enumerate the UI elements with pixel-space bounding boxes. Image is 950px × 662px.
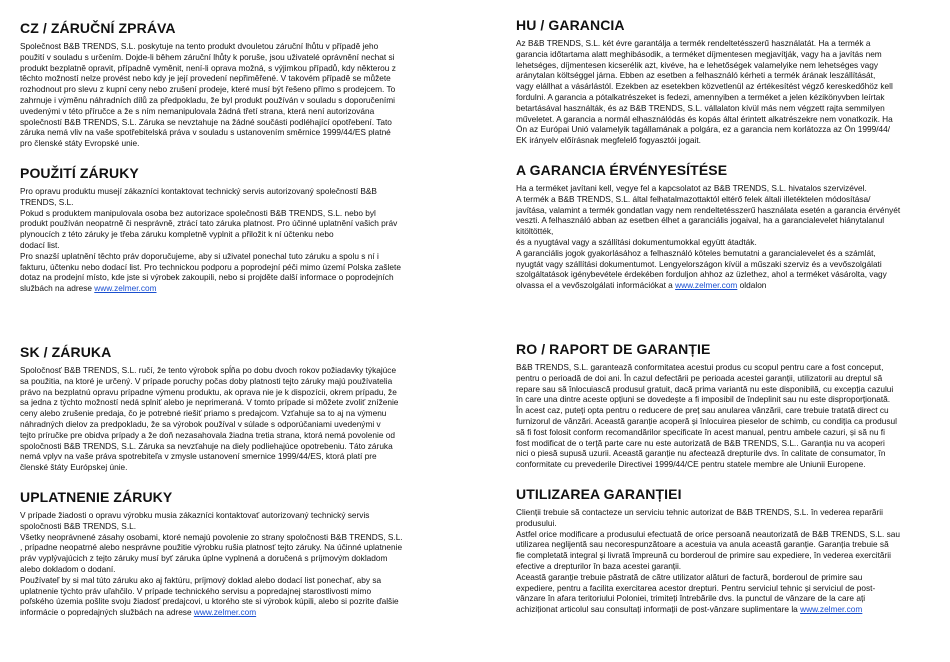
- text-line: vagy elállhat a vásárlástól. Ezekben az esetekben közvetlenül az értékesítést végző kereskedőhöz kell: [516, 81, 893, 92]
- text-line: tejto príručke pre obidva prípady a že doň nezasahovala žiadna tretia strana, ktorá nemá povolenie od: [20, 429, 395, 440]
- section-heading: CZ / ZÁRUČNÍ ZPRÁVA: [20, 20, 176, 36]
- text-line: pentru o perioadă de doi ani. În cazul defectării pe perioada acestei garanții, utilizatorii au dreptul să: [516, 372, 883, 383]
- text-line: Používateľ by si mal túto záruku ako aj faktúru, príjmový doklad alebo dodací list ponechať, aby sa: [20, 574, 382, 585]
- ro-warranty-claim-section: [516, 486, 941, 615]
- sk-warranty-section: [20, 344, 445, 473]
- text-line: fie completată integral și livrată împreună cu borderoul de primire sau expediere, în vederea exercitării: [516, 550, 891, 561]
- text-line: [516, 604, 941, 615]
- text-line: javítása, valamint a termék gondatlan vagy nem rendeltetésszerű használata esetén a garancia érvényét: [516, 204, 901, 215]
- section-heading: A GARANCIA ÉRVÉNYESÍTÉSE: [516, 162, 728, 178]
- text-segment: informácie o popredajných službách na adrese: [20, 607, 194, 618]
- cz-warranty-claim-section: [20, 165, 445, 294]
- text-line: garancia időtartama alatt meghibásodik, a terméket díjmentesen megjavítják, vagy ha a javítás nem: [516, 48, 882, 59]
- text-line: [20, 283, 445, 294]
- section-body: [20, 41, 445, 149]
- text-line: În acest caz, puteți opta pentru o reducere de preț sau anularea vânzării, care trebuie tratată direct cu: [516, 405, 889, 416]
- text-line: produkt používán neopatrně či nesprávně, ztrácí tato záruka platnost. Pro účinné uplatnění vašich práv: [20, 218, 398, 229]
- text-line: zahrnuje i výměnu náhradních dílů za předpokladu, že byl produkt používán v souladu s doporučeními: [20, 94, 395, 105]
- text-line: efective a drepturilor în baza acestei garanții.: [516, 560, 682, 571]
- text-segment: achiziționat articolul sau consultați informații de post-vânzare suplimentare la: [516, 604, 801, 615]
- text-line: uvedenými v této příručce a že s ním nemanipulovala žádná třetí strana, která není autorizována: [20, 105, 375, 116]
- section-body: [516, 507, 941, 615]
- text-line: szolgáltatások igénybevétele érdekében forduljon ahhoz az üzlethez, ahol a terméket vásárolta, vagy: [516, 269, 887, 280]
- section-body: [516, 362, 941, 470]
- text-line: nici o piesă supusă uzurii. Această garanție nu afectează drepturile dvs. în calitate de consumator, în: [516, 448, 886, 459]
- text-line: fordulni. A garancia a pótalkatrészeket is fedezi, amennyiben a terméket a jelen kézikönyvben leírtak: [516, 91, 885, 102]
- text-line: A garanciális jogok gyakorlásához a felhasználó köteles bemutatni a garancialevelet és a számlát,: [516, 247, 876, 258]
- text-line: să fi fost folosit conform recomandărilor specificate în acest manual, pentru ambele cazuri, și să nu fi: [516, 426, 885, 437]
- text-line: vânzare în afara teritoriului Poloniei, trimiteți întrebările dvs. la punctul de vânzare de la care ați: [516, 593, 866, 604]
- text-line: EK irányelv előírásnak megfelelő fogyasztói jogait.: [516, 135, 701, 146]
- text-line: společností B&B TRENDS, S.L. Záruka se nevztahuje na žádné součásti podléhající opotřebení. Tato: [20, 116, 392, 127]
- text-line: dodací list.: [20, 239, 60, 250]
- text-line: alebo dokladom o dodaní.: [20, 563, 116, 574]
- text-line: spoločnosti B&B TRENDS, S.L. Záruka sa nevzťahuje na diely podliehajúce opotrebeniu. Táto záruka: [20, 440, 393, 451]
- section-heading: SK / ZÁRUKA: [20, 344, 112, 360]
- ro-warranty-section: [516, 341, 941, 470]
- text-line: dotaz na prodejní místo, kde jste si výrobek zakoupili, nebo si projděte další informace o poprodejních: [20, 272, 394, 283]
- text-line: Ha a terméket javítani kell, vegye fel a kapcsolatot az B&B TRENDS, S.L. hivatalos szervizével.: [516, 183, 867, 193]
- text-line: furnizorul de vânzări. Această garanție acoperă și înlocuirea pieselor de schimb, cu condiția ca produsul: [516, 415, 897, 426]
- text-line: plynoucích z této záruky je třeba záruku kompletně vyplnit a přiložit k ní účtenku nebo: [20, 229, 334, 240]
- text-line: spoločnosti B&B TRENDS, S.L.: [20, 520, 137, 531]
- text-line: Această garanție trebuie păstrată de către utilizator alături de factură, borderoul de primire sau: [516, 571, 863, 582]
- text-line: fost modificat de o terță parte care nu este autorizată de B&B TRENDS, S.L.. Garanția nu va acoperi: [516, 437, 885, 448]
- text-line: práv vyplývajúcich z tejto záruky musí byť záruka úplne vyplnená a doručená s príjmovým dokladom: [20, 553, 388, 564]
- cz-warranty-section: [20, 20, 445, 149]
- text-line: veszti. A felhasználó abban az esetben élhet a garanciális jogaival, ha a garancialevelet hiánytalanul: [516, 215, 885, 226]
- text-line: Astfel orice modificare a produsului efectuată de orice persoană neautorizată de B&B TRENDS, S.L. sau: [516, 528, 901, 539]
- section-body: [20, 365, 445, 473]
- section-body: [20, 510, 445, 618]
- text-line: Spoločnosť B&B TRENDS, S.L. ručí, že tento výrobok spĺňa po dobu dvoch rokov požiadavky týkajúce: [20, 365, 397, 375]
- text-line: Az B&B TRENDS, S.L. két évre garantálja a termék rendeltetésszerű használatát. Ha a termék a: [516, 38, 871, 48]
- text-line: Pro snazší uplatnění těchto práv doporučujeme, aby si uživatel ponechal tuto záruku a spolu s ní i: [20, 250, 379, 261]
- text-line: náhradných dielov za predpokladu, že sa výrobok používal v súlade s odporúčaniami uvedenými v: [20, 418, 381, 429]
- text-line: fakturu, účtenku nebo dodací list. Pro technickou podporu a poprodejní péči mimo území Polska zašlete: [20, 261, 401, 272]
- text-line: TRENDS, S.L.: [20, 196, 74, 207]
- text-segment: oldalon: [737, 280, 767, 291]
- section-heading: UTILIZAREA GARANȚIEI: [516, 486, 682, 502]
- text-line: pro členské státy Evropské unie.: [20, 138, 140, 149]
- text-line: repare sau să înlocuiască produsul gratuit, dacă prima variantă nu este disponibilă, cu excepția cazului: [516, 383, 894, 394]
- text-line: kitöltötték,: [516, 226, 554, 237]
- text-line: uplatnenie týchto práv uľahčilo. V prípade technického servisu a popredajnej starostlivosti mimo: [20, 585, 372, 596]
- text-line: záruka nemá vliv na vaše spotřebitelská práva v souladu s ustanovením směrnice 1999/44/ES platné: [20, 127, 391, 138]
- text-line: în care una dintre aceste opțiuni se dovedește a fi imposibil de îndeplinit sau nu este disproporționată.: [516, 394, 891, 405]
- text-line: nemá vplyv na vaše práva spotrebiteľa v zmysle ustanovení smernice 1999/44/ES, ktorá platí pre: [20, 451, 377, 462]
- text-line: poľského územia pošlite svoju žiadosť predajcovi, u ktorého ste si výrobok kúpili, alebo si pozrite ďalšie: [20, 596, 399, 607]
- text-line: V prípade žiadosti o opravu výrobku musia zákazníci kontaktovať autorizovaný technický servis: [20, 510, 370, 520]
- text-line: B&B TRENDS, S.L. garantează conformitatea acestui produs cu scopul pentru care a fost conceput,: [516, 362, 884, 372]
- text-line: betartásával használták, és az B&B TRENDS, S.L. vállalaton kívül más nem végzett rajta semmilyen: [516, 102, 885, 113]
- text-line: právo na bezplatnú opravu prípadne výmenu produktu, ak oprava nie je k dispozícii, okrem prípadu, že: [20, 386, 397, 397]
- text-line: použití v souladu s určením. Dojde-li během záruční lhůty k poruše, jsou uživatelé oprávnění nechat si: [20, 51, 395, 62]
- text-line: sa jedna z týchto možností nedá splniť alebo je neprimeraná. V tomto prípade si môžete zvoliť zníženie: [20, 397, 399, 408]
- hu-warranty-section: [516, 17, 941, 146]
- text-line: ceny alebo zrušenie predaja, čo je potrebné riešiť priamo s predajcom. Vzťahuje sa to aj na výmenu: [20, 408, 387, 419]
- text-line: Pokud s produktem manipulovala osoba bez autorizace společnosti B&B TRENDS, S.L. nebo byl: [20, 207, 376, 218]
- hu-warranty-claim-section: [516, 162, 941, 291]
- text-line: műveletet. A garancia a normál elhasználódás és kopás által érintett alkatrészekre nem vonatkozik. Ha: [516, 113, 893, 124]
- text-line: členské štáty Európskej únie.: [20, 462, 128, 473]
- section-body: [516, 183, 941, 291]
- text-line: Pro opravu produktu musejí zákazníci kontaktovat technický servis autorizovaný společností B&B: [20, 186, 377, 196]
- text-line: lehetséges, díjmentesen kicserélik azt, kivéve, ha e lehetőségek valamelyike nem lehetséges vagy: [516, 59, 879, 70]
- text-line: produkt bezplatně opravit, případně vyměnit, není-li oprava možná, s výjimkou případů, kdy některou z: [20, 62, 396, 73]
- text-line: és a nyugtával vagy a szállítási dokumentumokkal együtt átadták.: [516, 236, 757, 247]
- text-line: aránytalan költséggel járna. Ebben az esetben a felhasználó kérheti a termék árának leszállítását,: [516, 70, 876, 81]
- section-body: [20, 186, 445, 294]
- text-line: conformitate cu prevederile Directivei 1999/44/CE pentru statele membre ale Uniunii Europene.: [516, 459, 866, 470]
- zelmer-website-link[interactable]: www.zelmer.com: [94, 283, 157, 294]
- text-line: rozhodnout pro slevu z kupní ceny nebo zrušení prodeje, které musí být řešeno přímo s prodejcem. To: [20, 84, 396, 95]
- text-line: expediere, pentru a facilita exercitarea acestor drepturi. Pentru serviciul tehnic și serviciul de post-: [516, 582, 876, 593]
- text-line: Ön az Európai Unió valamelyik tagállamának a polgára, ez a garancia nem korlátozza az Ön 1999/44/: [516, 124, 891, 135]
- text-line: sa použitia, na ktoré je určený. V prípade poruchy počas doby platnosti tejto záruky majú používatelia: [20, 375, 393, 386]
- text-line: [516, 280, 941, 291]
- text-line: Společnost B&B TRENDS, S.L. poskytuje na tento produkt dvouletou záruční lhůtu v případě jeho: [20, 41, 379, 51]
- section-heading: RO / RAPORT DE GARANȚIE: [516, 341, 711, 357]
- section-heading: HU / GARANCIA: [516, 17, 625, 33]
- text-segment: službách na adrese: [20, 283, 95, 294]
- text-line: Clienții trebuie să contacteze un serviciu tehnic autorizat de B&B TRENDS, S.L. în vederea reparării: [516, 507, 883, 517]
- text-line: nyugtát vagy szállítási dokumentumot. Lengyelországon kívül a műszaki szerviz és a vevőszolgálati: [516, 258, 882, 269]
- text-line: utilizarea neglijentă sau necorespunzătoare a acestuia va anula această garanție. Garanția trebuie să: [516, 539, 889, 550]
- sk-warranty-claim-section: [20, 489, 445, 618]
- text-segment: olvassa el a vevőszolgálati információkat a: [516, 280, 676, 291]
- text-line: těchto možností nelze provést nebo kdy je její provedení nepřiměřené. V takovém případě se můžete: [20, 73, 391, 84]
- zelmer-website-link[interactable]: www.zelmer.com: [675, 280, 738, 291]
- zelmer-website-link[interactable]: www.zelmer.com: [193, 607, 257, 618]
- text-line: Všetky neoprávnené zásahy osobami, ktoré nemajú povolenie zo strany spoločnosti B&B TRENDS, S.L.: [20, 531, 403, 542]
- zelmer-website-link[interactable]: www.zelmer.com: [800, 604, 863, 615]
- text-line: A termék a B&B TRENDS, S.L. által felhatalmazottaktól eltérő felek általi illetéktelen módosítása/: [516, 193, 871, 204]
- section-heading: POUŽITÍ ZÁRUKY: [20, 165, 139, 181]
- text-line: produsului.: [516, 517, 557, 528]
- text-line: [20, 607, 445, 618]
- section-body: [516, 38, 941, 146]
- text-line: , prípadne neopatrné alebo nesprávne použitie výrobku rušia platnosť tejto záruky. Na účinné uplatnenie: [20, 542, 403, 553]
- section-heading: UPLATNENIE ZÁRUKY: [20, 489, 173, 505]
